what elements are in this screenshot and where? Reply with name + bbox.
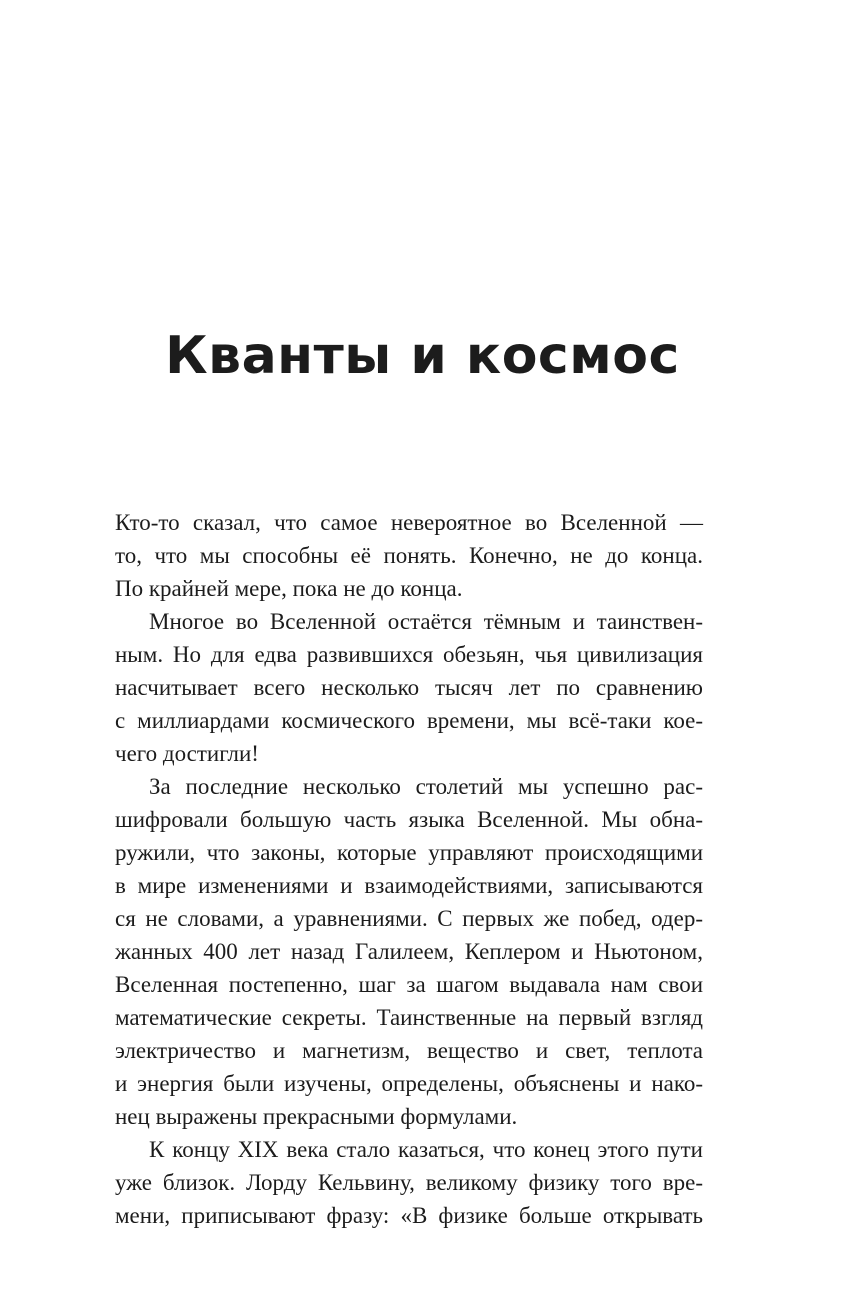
text-line: и энергия были изучены, определены, объяснены и нако-: [115, 1071, 703, 1096]
body-text: [115, 506, 703, 1232]
paragraph-2: [115, 605, 703, 770]
text-line: Вселенная постепенно, шаг за шагом выдавала нам свои: [115, 972, 703, 997]
text-line: в мире изменениями и взаимодействиями, записываются: [115, 873, 703, 898]
text-line: математические секреты. Таинственные на первый взгляд: [115, 1005, 703, 1030]
text-line: мени, приписывают фразу: «В физике больше открывать: [115, 1203, 703, 1228]
text-line: с миллиардами космического времени, мы всё-таки кое-: [115, 708, 703, 733]
text-line: Многое во Вселенной остаётся тёмным и таинствен-: [149, 609, 703, 634]
text-line: насчитывает всего несколько тысяч лет по сравнению: [115, 675, 703, 700]
text-line: ружили, что законы, которые управляют происходящими: [115, 840, 703, 865]
text-line: уже близок. Лорду Кельвину, великому физику того вре-: [115, 1170, 703, 1195]
text-line: ным. Но для едва развившихся обезьян, чья цивилизация: [115, 642, 703, 667]
paragraph-4: [115, 1133, 703, 1232]
text-line: ся не словами, а уравнениями. С первых же побед, одер-: [115, 906, 703, 931]
text-line: За последние несколько столетий мы успешно рас-: [149, 774, 703, 799]
paragraph-3: [115, 770, 703, 1133]
text-line: чего достигли!: [115, 741, 259, 766]
chapter-title: Кванты и космос: [165, 326, 680, 386]
paragraph-1: [115, 506, 703, 605]
text-line: то, что мы способны её понять. Конечно, не до конца.: [115, 543, 703, 568]
text-line: Кто-то сказал, что самое невероятное во Вселенной —: [115, 510, 703, 535]
text-line: электричество и магнетизм, вещество и свет, теплота: [115, 1038, 703, 1063]
text-line: жанных 400 лет назад Галилеем, Кеплером и Ньютоном,: [115, 939, 703, 964]
text-line: К концу XIX века стало казаться, что конец этого пути: [149, 1137, 703, 1162]
text-line: нец выражены прекрасными формулами.: [115, 1104, 518, 1129]
text-line: По крайней мере, пока не до конца.: [115, 576, 463, 601]
text-line: шифровали большую часть языка Вселенной. Мы обна-: [115, 807, 703, 832]
